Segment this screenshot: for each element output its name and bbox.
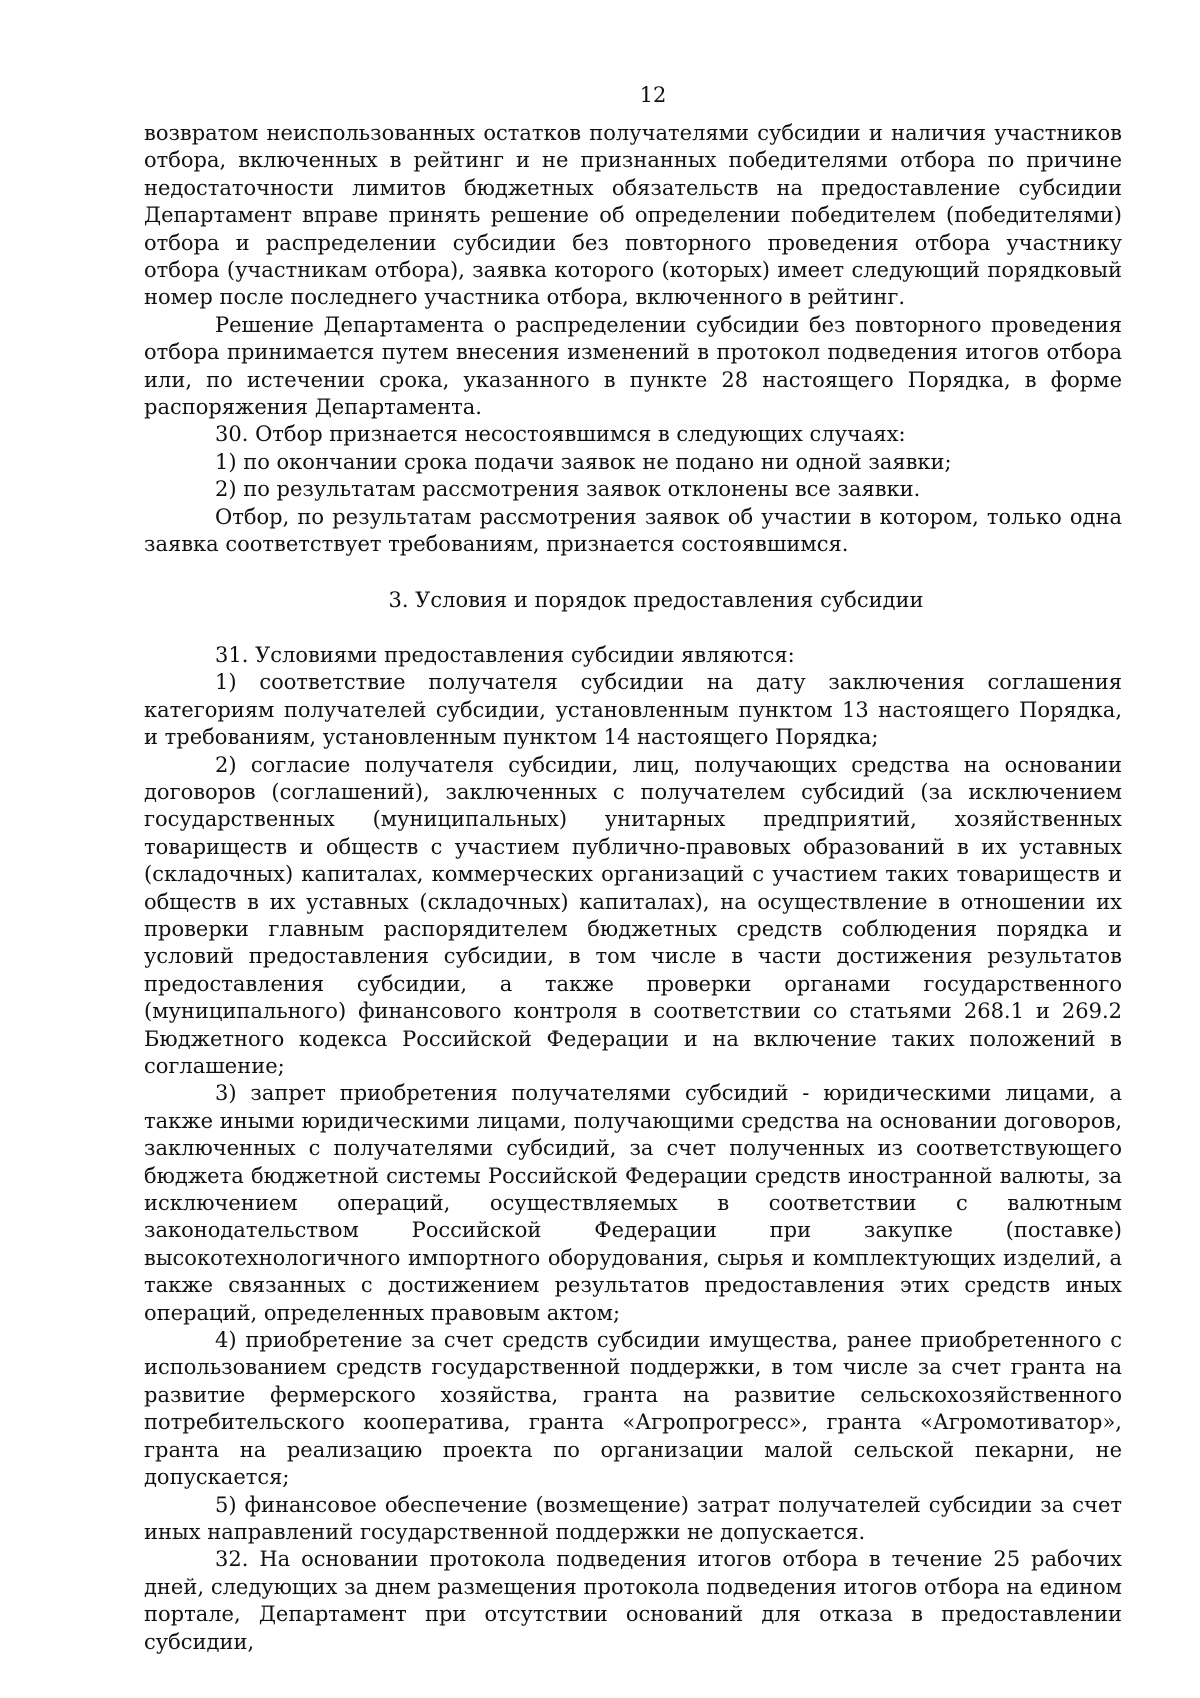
paragraph-continuation: возвратом неиспользованных остатков получателями субсидии и наличия участников отбора, включенных в рейтинг и не признанных победителями отбора по причине недостаточности лимитов бюджетных обязательств на предоставление субсидии Департамент вправе принять решение об определении победителем (победителями) отбора и распределении субсидии без повторного проведения отбора участнику отбора (участникам отбора), заявка которого (которых) имеет следующий порядковый номер после последнего участника отбора, включенного в рейтинг.: [144, 121, 1122, 310]
paragraph-decision: Решение Департамента о распределении субсидии без повторного проведения отбора принимается путем внесения изменений в протокол подведения итогов отбора или, по истечении срока, указанного в пункте 28 настоящего Порядка, в форме распоряжения Департамента.: [144, 312, 1122, 420]
paragraph-30: 30. Отбор признается несостоявшимся в следующих случаях:: [215, 422, 906, 447]
section-heading: 3. Условия и порядок предоставления субсидии: [388, 587, 924, 612]
paragraph-32: 32. На основании протокола подведения итогов отбора в течение 25 рабочих дней, следующих за днем размещения протокола подведения итогов отбора на едином портале, Департамент при отсутствии оснований для отказа в предоставлении субсидии,: [144, 1547, 1122, 1654]
document-page: [144, 80, 1122, 1656]
paragraph-31-item-2: 2) согласие получателя субсидии, лиц, получающих средства на основании договоров (соглашений), заключенных с получателем субсидий (за исключением государственных (муниципальных) унитарных предприятий, хозяйственных товариществ и обществ с участием публично-правовых образований в их уставных (складочных) капиталах, коммерческих организаций с участием таких товариществ и обществ в их уставных (складочных) капиталах), на осуществление в отношении их проверки главным распорядителем бюджетных средств соблюдения порядка и условий предоставления субсидии, в том числе в части достижения результатов предоставления субсидии, а также проверки органами государственного (муниципального) финансового контроля в соответствии со статьями 268.1 и 269.2 Бюджетного кодекса Российской Федерации и на включение таких положений в соглашение;: [144, 752, 1122, 1078]
paragraph-31: 31. Условиями предоставления субсидии являются:: [215, 642, 795, 667]
page-number: 12: [639, 83, 667, 107]
paragraph-30-item-1: 1) по окончании срока подачи заявок не подано ни одной заявки;: [215, 449, 952, 474]
paragraph-31-item-4: 4) приобретение за счет средств субсидии имущества, ранее приобретенного с использованием средств государственной поддержки, в том числе за счет гранта на развитие фермерского хозяйства, гранта на развитие сельскохозяйственного потребительского кооператива, гранта «Агропрогресс», гранта «Агромотиватор», гранта на реализацию проекта по организации малой сельской пекарни, не допускается;: [144, 1328, 1122, 1490]
paragraph-30-note: Отбор, по результатам рассмотрения заявок об участии в котором, только одна заявка соответствует требованиям, признается состоявшимся.: [144, 504, 1122, 557]
paragraph-30-item-2: 2) по результатам рассмотрения заявок отклонены все заявки.: [215, 477, 921, 502]
paragraph-31-item-3: 3) запрет приобретения получателями субсидий - юридическими лицами, а также иными юридическими лицами, получающими средства на основании договоров, заключенных с получателями субсидий, за счет полученных из соответствующего бюджета бюджетной системы Российской Федерации средств иностранной валюты, за исключением операций, осуществляемых в соответствии с валютным законодательством Российской Федерации при закупке (поставке) высокотехнологичного импортного оборудования, сырья и комплектующих изделий, а также связанных с достижением результатов предоставления этих средств иных операций, определенных правовым актом;: [144, 1081, 1122, 1325]
paragraph-31-item-1: 1) соответствие получателя субсидии на дату заключения соглашения категориям получателей субсидии, установленным пунктом 13 настоящего Порядка, и требованиям, установленным пунктом 14 настоящего Порядка;: [144, 670, 1122, 750]
paragraph-31-item-5: 5) финансовое обеспечение (возмещение) затрат получателей субсидии за счет иных направлений государственной поддержки не допускается.: [144, 1492, 1122, 1544]
